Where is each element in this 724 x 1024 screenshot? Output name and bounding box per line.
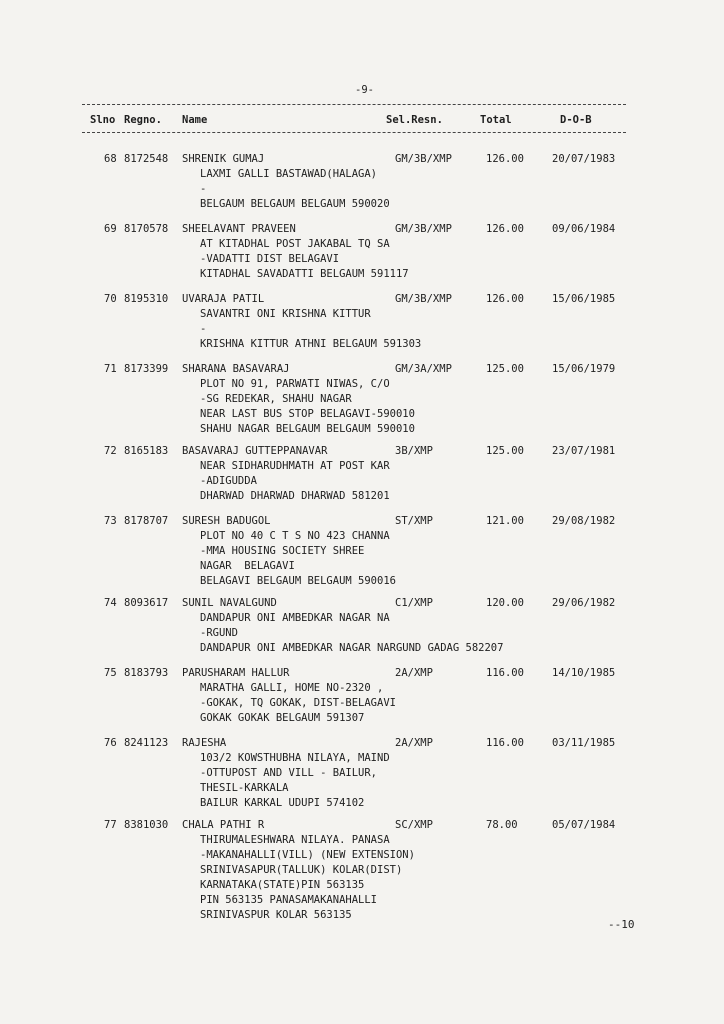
address-line: SRINIVASPUR KOLAR 563135 (200, 909, 352, 921)
record-total: 120.00 (486, 597, 524, 609)
record-address (200, 307, 724, 352)
record-dob: 29/08/1982 (552, 515, 616, 527)
address-line: DANDAPUR ONI AMBEDKAR NAGAR NARGUND GADAG 582207 (200, 642, 504, 654)
record-selresn: C1/XMP (395, 597, 433, 609)
record-address (200, 751, 724, 811)
record-name: SURESH BADUGOL (182, 515, 271, 527)
record-slno: 72 (104, 445, 117, 457)
record-name: SHARANA BASAVARAJ (182, 363, 290, 375)
address-line: PLOT NO 91, PARWATI NIWAS, C/O (200, 378, 390, 390)
address-line: - (200, 183, 207, 195)
record-main-line (0, 222, 724, 237)
record-total: 116.00 (486, 667, 524, 679)
record-selresn: SC/XMP (395, 819, 433, 831)
address-line: SRINIVASAPUR(TALLUK) KOLAR(DIST) (200, 864, 403, 876)
header-regno: Regno. (124, 114, 162, 126)
record-dob: 09/06/1984 (552, 223, 616, 235)
record-slno: 75 (104, 667, 117, 679)
record-selresn: GM/3A/XMP (395, 363, 452, 375)
record-regno: 8178707 (124, 515, 169, 527)
record-selresn: GM/3B/XMP (395, 223, 452, 235)
address-line: THIRUMALESHWARA NILAYA. PANASA (200, 834, 390, 846)
address-line: SAVANTRI ONI KRISHNA KITTUR (200, 308, 371, 320)
record-address (200, 833, 724, 923)
record-main-line (0, 818, 724, 833)
record-regno: 8093617 (124, 597, 169, 609)
record-total: 78.00 (486, 819, 518, 831)
record-slno: 73 (104, 515, 117, 527)
record-name: SUNIL NAVALGUND (182, 597, 277, 609)
record-total: 125.00 (486, 363, 524, 375)
address-line: DHARWAD DHARWAD DHARWAD 581201 (200, 490, 390, 502)
address-line: NEAR SIDHARUDHMATH AT POST KAR (200, 460, 390, 472)
record-total: 126.00 (486, 153, 524, 165)
record-regno: 8241123 (124, 737, 169, 749)
record-name: BASAVARAJ GUTTEPPANAVAR (182, 445, 328, 457)
record-selresn: 2A/XMP (395, 737, 433, 749)
record-row (0, 362, 724, 437)
record-row (0, 818, 724, 923)
address-line: -GOKAK, TQ GOKAK, DIST-BELAGAVI (200, 697, 396, 709)
address-line: GOKAK GOKAK BELGAUM 591307 (200, 712, 365, 724)
record-main-line (0, 666, 724, 681)
header-dob: D-O-B (560, 114, 592, 126)
address-line: KARNATAKA(STATE)PIN 563135 (200, 879, 365, 891)
page-number-top: -9- (355, 84, 374, 96)
record-row (0, 666, 724, 726)
record-regno: 8165183 (124, 445, 169, 457)
header-rule-top (82, 104, 626, 105)
record-main-line (0, 292, 724, 307)
record-selresn: 3B/XMP (395, 445, 433, 457)
record-row (0, 514, 724, 589)
record-dob: 29/06/1982 (552, 597, 616, 609)
address-line: -OTTUPOST AND VILL - BAILUR, (200, 767, 378, 779)
record-address (200, 529, 724, 589)
record-main-line (0, 152, 724, 167)
address-line: KITADHAL SAVADATTI BELGAUM 591117 (200, 268, 409, 280)
record-total: 126.00 (486, 223, 524, 235)
record-slno: 71 (104, 363, 117, 375)
record-total: 125.00 (486, 445, 524, 457)
record-address (200, 377, 724, 437)
record-row (0, 736, 724, 811)
record-regno: 8183793 (124, 667, 169, 679)
header-slno: Slno (90, 114, 116, 126)
record-slno: 77 (104, 819, 117, 831)
record-name: CHALA PATHI R (182, 819, 265, 831)
record-dob: 05/07/1984 (552, 819, 616, 831)
address-line: LAXMI GALLI BASTAWAD(HALAGA) (200, 168, 378, 180)
header-selresn: Sel.Resn. (386, 114, 443, 126)
record-name: UVARAJA PATIL (182, 293, 265, 305)
record-slno: 76 (104, 737, 117, 749)
address-line: MARATHA GALLI, HOME NO-2320 , (200, 682, 384, 694)
record-dob: 23/07/1981 (552, 445, 616, 457)
address-line: -SG REDEKAR, SHAHU NAGAR (200, 393, 352, 405)
header-total: Total (480, 114, 512, 126)
address-line: AT KITADHAL POST JAKABAL TQ SA (200, 238, 390, 250)
record-slno: 74 (104, 597, 117, 609)
record-main-line (0, 736, 724, 751)
address-line: KRISHNA KITTUR ATHNI BELGAUM 591303 (200, 338, 422, 350)
record-row (0, 596, 724, 656)
record-regno: 8170578 (124, 223, 169, 235)
record-address (200, 681, 724, 726)
record-dob: 15/06/1985 (552, 293, 616, 305)
record-name: SHRENIK GUMAJ (182, 153, 265, 165)
address-line: -MAKANAHALLI(VILL) (NEW EXTENSION) (200, 849, 415, 861)
record-dob: 14/10/1985 (552, 667, 616, 679)
address-line: -MMA HOUSING SOCIETY SHREE (200, 545, 365, 557)
header-name: Name (182, 114, 208, 126)
record-slno: 68 (104, 153, 117, 165)
record-slno: 69 (104, 223, 117, 235)
record-selresn: 2A/XMP (395, 667, 433, 679)
address-line: PIN 563135 PANASAMAKANAHALLI (200, 894, 378, 906)
address-line: BELGAUM BELGAUM BELGAUM 590020 (200, 198, 390, 210)
address-line: NAGAR BELAGAVI (200, 560, 295, 572)
address-line: BAILUR KARKAL UDUPI 574102 (200, 797, 365, 809)
record-regno: 8381030 (124, 819, 169, 831)
record-address (200, 237, 724, 282)
record-address (200, 167, 724, 212)
record-name: PARUSHARAM HALLUR (182, 667, 290, 679)
address-line: SHAHU NAGAR BELGAUM BELGAUM 590010 (200, 423, 415, 435)
page-number-bottom: --10 (608, 918, 635, 931)
address-line: - (200, 323, 207, 335)
record-selresn: ST/XMP (395, 515, 433, 527)
record-selresn: GM/3B/XMP (395, 153, 452, 165)
address-line: -ADIGUDDA (200, 475, 257, 487)
record-selresn: GM/3B/XMP (395, 293, 452, 305)
address-line: THESIL-KARKALA (200, 782, 289, 794)
header-rule-bottom (82, 132, 626, 133)
address-line: DANDAPUR ONI AMBEDKAR NAGAR NA (200, 612, 390, 624)
address-line: NEAR LAST BUS STOP BELAGAVI-590010 (200, 408, 415, 420)
record-total: 126.00 (486, 293, 524, 305)
record-name: RAJESHA (182, 737, 227, 749)
record-main-line (0, 444, 724, 459)
record-total: 116.00 (486, 737, 524, 749)
address-line: -VADATTI DIST BELAGAVI (200, 253, 340, 265)
record-dob: 15/06/1979 (552, 363, 616, 375)
record-address (200, 459, 724, 504)
address-line: PLOT NO 40 C T S NO 423 CHANNA (200, 530, 390, 542)
record-main-line (0, 362, 724, 377)
record-row (0, 152, 724, 212)
record-total: 121.00 (486, 515, 524, 527)
record-slno: 70 (104, 293, 117, 305)
record-regno: 8172548 (124, 153, 169, 165)
record-regno: 8173399 (124, 363, 169, 375)
address-line: -RGUND (200, 627, 238, 639)
record-regno: 8195310 (124, 293, 169, 305)
record-main-line (0, 596, 724, 611)
address-line: BELAGAVI BELGAUM BELGAUM 590016 (200, 575, 396, 587)
record-name: SHEELAVANT PRAVEEN (182, 223, 296, 235)
record-row (0, 292, 724, 352)
record-dob: 20/07/1983 (552, 153, 616, 165)
address-line: 103/2 KOWSTHUBHA NILAYA, MAIND (200, 752, 390, 764)
record-main-line (0, 514, 724, 529)
record-address (200, 611, 724, 656)
record-row (0, 222, 724, 282)
record-dob: 03/11/1985 (552, 737, 616, 749)
record-row (0, 444, 724, 504)
